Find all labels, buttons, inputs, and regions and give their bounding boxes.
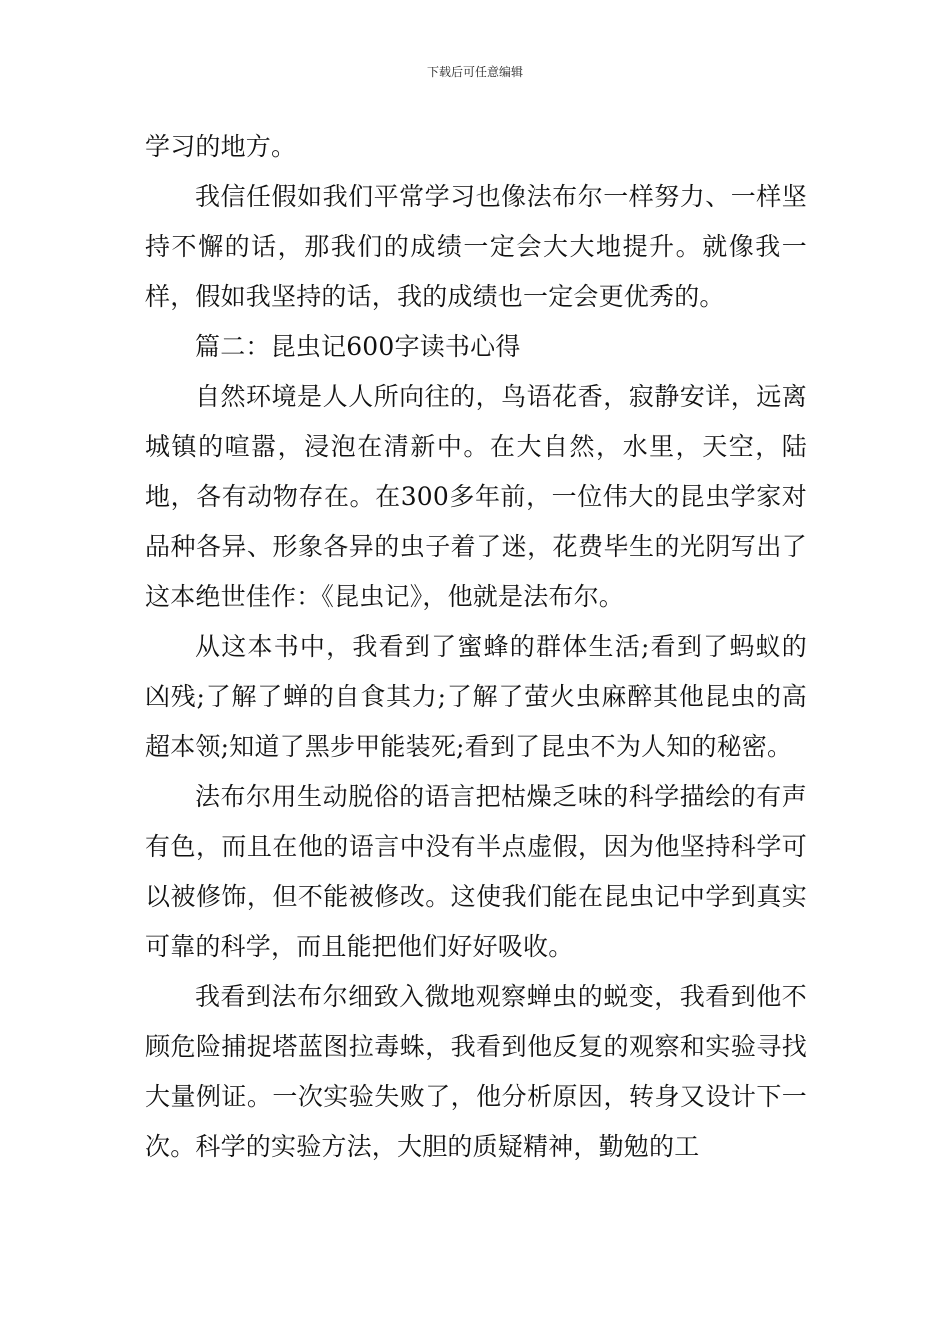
paragraph-observation: 我看到法布尔细致入微地观察蝉虫的蜕变，我看到他不顾危险捕捉塔蓝图拉毒蛛，我看到他反复的观察和实验寻找大量例证。一次实验失败了，他分析原因，转身又设计下一次。科学的实验方法，大胆的质疑精神，勤勉的工 [145,982,807,1161]
document-body [145,122,807,1172]
paragraph-belief: 我信任假如我们平常学习也像法布尔一样努力、一样坚持不懈的话，那我们的成绩一定会大大地提升。就像我一样，假如我坚持的话，我的成绩也一定会更优秀的。 [145,182,807,311]
paragraph-nature: 自然环境是人人所向往的，鸟语花香，寂静安详，远离城镇的喧嚣，浸泡在清新中。在大自然，水里，天空，陆地，各有动物存在。在300多年前，一位伟大的昆虫学家对品种各异、形象各异的虫子着了迷，花费毕生的光阴写出了这本绝世佳作：《昆虫记》，他就是法布尔。 [145,382,807,611]
section-heading: 篇二：昆虫记600字读书心得 [195,332,521,361]
page-header: 下载后可任意编辑 [426,65,523,79]
paragraph-continuation: 学习的地方。 [145,132,297,161]
paragraph-insects-seen: 从这本书中，我看到了蜜蜂的群体生活;看到了蚂蚁的凶残;了解了蝉的自食其力;了解了萤火虫麻醉其他昆虫的高超本领;知道了黑步甲能装死;看到了昆虫不为人知的秘密。 [145,632,807,761]
paragraph-language: 法布尔用生动脱俗的语言把枯燥乏味的科学描绘的有声有色，而且在他的语言中没有半点虚假，因为他坚持科学可以被修饰，但不能被修改。这使我们能在昆虫记中学到真实可靠的科学，而且能把他们好好吸收。 [145,782,807,961]
